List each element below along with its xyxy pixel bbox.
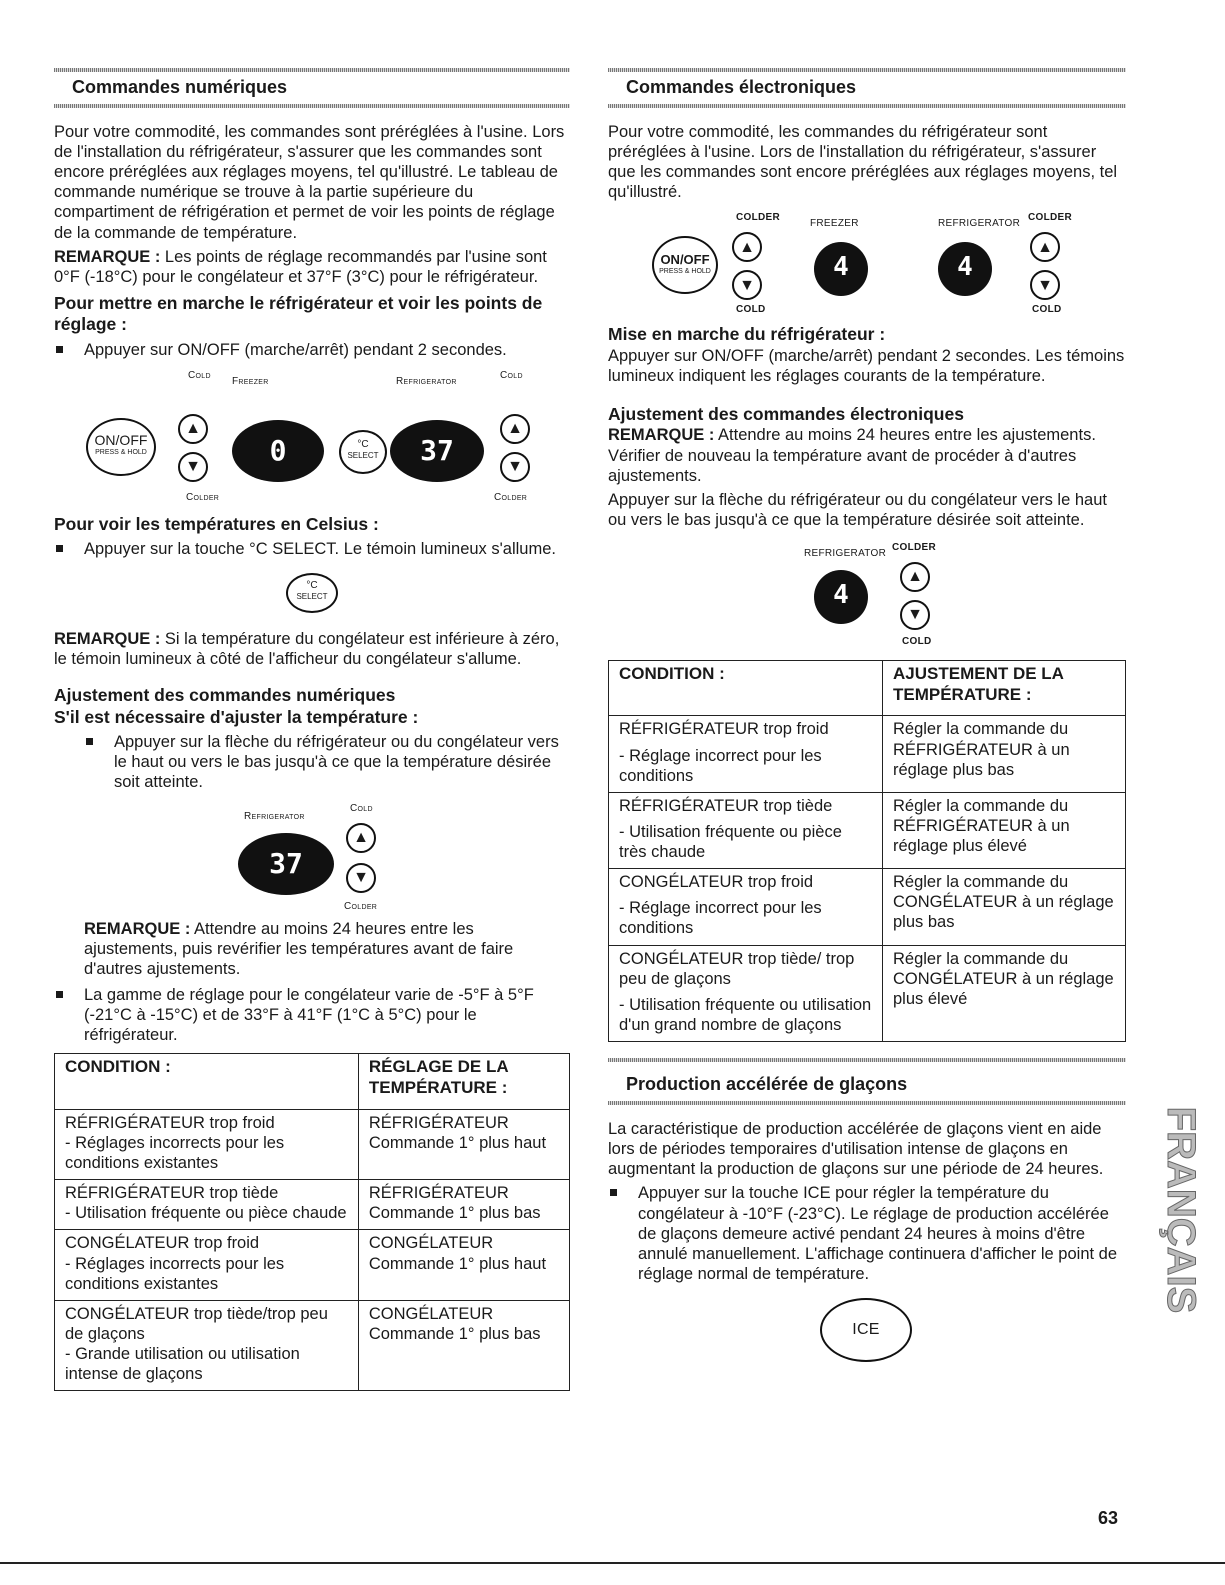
table-header-row	[609, 661, 1126, 716]
electronic-control-panel	[608, 206, 1126, 318]
adjust-paragraph: Appuyer sur la flèche du réfrigérateur ou du congélateur vers le haut ou vers le bas jusqu'à ce que la température désirée soit atteinte.	[608, 490, 1107, 529]
refrigerator-label: REFRIGERATOR	[804, 548, 887, 560]
on-off-button[interactable]	[86, 418, 156, 476]
freezer-value: 0	[269, 433, 287, 467]
condition-text: RÉFRIGÉRATEUR trop froid	[619, 720, 829, 739]
ice-button[interactable]	[820, 1298, 912, 1362]
refrigerator-label: Refrigerator	[396, 375, 457, 387]
divider	[608, 1101, 1126, 1105]
celsius-bullet: Appuyer sur la touche °C SELECT. Le témoin lumineux s'allume.	[54, 539, 570, 559]
refrigerator-label: REFRIGERATOR	[938, 218, 1021, 230]
note-label: REMARQUE :	[54, 630, 161, 649]
section-title: Production accélérée de glaçons	[626, 1074, 908, 1095]
colder-label: COLDER	[1028, 212, 1073, 224]
start-heading: Mise en marche du réfrigérateur :	[608, 324, 886, 345]
bottom-rule	[0, 1562, 1225, 1564]
freezer-down-arrow-icon[interactable]: ▼	[732, 270, 762, 300]
celsius-heading: Pour voir les températures en Celsius :	[54, 513, 379, 534]
condition-text: RÉFRIGÉRATEUR trop tiède	[619, 796, 833, 815]
table-row	[55, 1300, 570, 1391]
cause-text: - Réglage incorrect pour les conditions	[619, 899, 822, 938]
ice-bullet: Appuyer sur la touche ICE pour régler la température du congélateur à -10°F (-23°C). Le réglage de production accélérée de glaçons demeure activé pendant 24 heures à moins d'être annulé manuellement. L'affichage continuera d'afficher le point de réglage normal de température.	[608, 1183, 1126, 1284]
table-cell	[55, 1230, 359, 1300]
table-cell	[609, 716, 883, 792]
cold-label: COLD	[1032, 304, 1062, 316]
setting-text: Commande 1° plus haut	[368, 1254, 547, 1273]
table-cell	[609, 945, 883, 1042]
freezer-down-arrow-icon[interactable]: ▼	[178, 452, 208, 482]
select-label: SELECT	[296, 592, 328, 602]
section-header	[608, 1058, 1126, 1105]
freezer-label: FREEZER	[810, 218, 859, 230]
freezer-value: 4	[833, 252, 849, 283]
adjust-bullet: Appuyer sur la flèche du réfrigérateur ou du congélateur vers le haut ou vers le bas jusqu'à ce que la température désirée soit atteinte.	[84, 732, 570, 792]
francais-side-tab	[1148, 1078, 1203, 1343]
table-cell	[358, 1230, 569, 1300]
setting-text: RÉFRIGÉRATEUR	[368, 1184, 509, 1203]
note-paragraph	[608, 425, 1126, 485]
note-text: Si la température du congélateur est inférieure à zéro, le témoin lumineux à côté de l'afficheur du congélateur s'allume.	[54, 630, 560, 669]
section-title: Commandes électroniques	[626, 77, 857, 97]
table-header: AJUSTEMENT DE LA TEMPÉRATURE :	[883, 661, 1126, 716]
ice-label: ICE	[852, 1321, 880, 1339]
table-header: RÉGLAGE DE LA TEMPÉRATURE :	[358, 1054, 569, 1109]
note-text: Attendre au moins 24 heures entre les ajustements, puis revérifier les températures avant de faire d'autres ajustements.	[84, 919, 514, 978]
side-tab-label: FRANÇAIS	[1159, 1106, 1203, 1314]
cold-label: COLD	[736, 304, 766, 316]
table-cell: Régler la commande du RÉFRIGÉRATEUR à un réglage plus bas	[883, 716, 1126, 792]
table-row	[609, 792, 1126, 868]
table-cell	[358, 1180, 569, 1230]
note-label: REMARQUE :	[84, 919, 191, 938]
c-select-button[interactable]	[286, 573, 338, 613]
intro-paragraph: Pour votre commodité, les commandes du réfrigérateur sont préréglées à l'usine. Lors de l'installation du réfrigérateur, s'assurer que les commandes sont encore préréglées aux réglages moyens, tel qu'illustré.	[608, 122, 1118, 202]
table-cell: Régler la commande du CONGÉLATEUR à un réglage plus bas	[883, 869, 1126, 945]
divider	[608, 104, 1126, 108]
section-header	[608, 68, 1126, 108]
table-cell: Régler la commande du CONGÉLATEUR à un réglage plus élevé	[883, 945, 1126, 1042]
down-arrow-icon[interactable]: ▼	[346, 863, 376, 893]
refrigerator-value: 4	[833, 580, 849, 611]
section-title: Commandes numériques	[72, 77, 288, 97]
select-label: SELECT	[347, 450, 379, 460]
up-arrow-icon[interactable]: ▲	[346, 823, 376, 853]
freezer-display	[232, 420, 324, 482]
refrigerator-display	[938, 242, 992, 296]
table-cell	[609, 792, 883, 868]
c-select-button[interactable]	[339, 430, 387, 474]
adjustment-table	[608, 660, 1126, 1042]
press-hold-label: PRESS & HOLD	[659, 268, 711, 276]
refrigerator-down-arrow-icon[interactable]: ▼	[500, 452, 530, 482]
table-cell	[55, 1300, 359, 1391]
start-heading: Pour mettre en marche le réfrigérateur et voir les points de réglage :	[54, 292, 543, 335]
refrigerator-control-panel	[608, 534, 1126, 652]
refrigerator-up-arrow-icon[interactable]: ▲	[500, 414, 530, 444]
cold-label: Cold	[188, 369, 211, 381]
freezer-label: Freezer	[232, 375, 269, 387]
table-cell	[55, 1180, 359, 1230]
indented-block	[54, 732, 570, 792]
refrigerator-down-arrow-icon[interactable]: ▼	[1030, 270, 1060, 300]
cause-text: - Réglages incorrects pour les conditions existantes	[65, 1133, 285, 1173]
section-header	[54, 68, 570, 108]
note-paragraph	[54, 247, 570, 287]
adjust-subheading: S'il est nécessaire d'ajuster la température :	[54, 706, 419, 727]
cause-text: - Utilisation fréquente ou pièce très chaude	[619, 822, 842, 862]
divider	[54, 104, 570, 108]
colder-label: COLDER	[736, 212, 781, 224]
page-number: 63	[1098, 1508, 1119, 1528]
up-arrow-icon[interactable]: ▲	[900, 562, 930, 592]
cold-label: Cold	[500, 369, 523, 381]
note-paragraph	[54, 629, 570, 669]
note-label: REMARQUE :	[54, 247, 161, 266]
note-label: REMARQUE :	[608, 426, 715, 445]
table-row	[609, 716, 1126, 792]
ice-illustration	[608, 1288, 1126, 1368]
refrigerator-up-arrow-icon[interactable]: ▲	[1030, 232, 1060, 262]
table-cell: Régler la commande du RÉFRIGÉRATEUR à un réglage plus élevé	[883, 792, 1126, 868]
table-cell	[358, 1109, 569, 1179]
refrigerator-label: Refrigerator	[244, 810, 305, 822]
temperature-table	[54, 1053, 570, 1391]
left-column	[54, 68, 570, 1391]
setting-text: RÉFRIGÉRATEUR	[368, 1113, 509, 1132]
c-label: °C	[306, 580, 318, 592]
cause-text: - Grande utilisation ou utilisation intense de glaçons	[65, 1345, 300, 1384]
note-paragraph	[84, 919, 570, 979]
table-row	[55, 1180, 570, 1230]
on-off-label: ON/OFF	[94, 431, 148, 448]
table-header-row	[55, 1054, 570, 1109]
refrigerator-value: 37	[420, 433, 454, 467]
colder-label: COLDER	[892, 542, 937, 554]
c-label: °C	[357, 438, 369, 450]
ice-intro-paragraph: La caractéristique de production accélérée de glaçons vient en aide lors de périodes temporaires d'utilisation intense de glaçons en augmentant la production de glaçons sur une période de 24 heures.	[608, 1120, 1104, 1179]
table-cell	[358, 1300, 569, 1391]
right-column	[608, 68, 1126, 1368]
condition-text: CONGÉLATEUR trop tiède/trop peu de glaçons	[65, 1304, 328, 1343]
press-hold-label: PRESS & HOLD	[95, 448, 147, 456]
freezer-display	[814, 242, 868, 296]
refrigerator-value: 37	[269, 846, 303, 880]
setting-text: CONGÉLATEUR	[368, 1234, 494, 1253]
table-row	[55, 1109, 570, 1179]
condition-text: RÉFRIGÉRATEUR trop tiède	[65, 1184, 279, 1203]
condition-text: CONGÉLATEUR trop tiède/ trop peu de glaçons	[619, 949, 855, 988]
down-arrow-icon[interactable]: ▼	[900, 600, 930, 630]
adjust-heading: Ajustement des commandes électroniques	[608, 404, 964, 425]
freezer-up-arrow-icon[interactable]: ▲	[178, 414, 208, 444]
intro-paragraph: Pour votre commodité, les commandes sont préréglées à l'usine. Lors de l'installation du réfrigérateur, s'assurer que les commandes sont encore préréglées aux réglages moyens, tel qu'illustré. Le tableau de commande numérique se trouve à la partie supérieure du compartiment de réfrigération et permet de voir les points de réglage de la commande de température.	[54, 122, 565, 242]
table-row	[609, 945, 1126, 1042]
cold-label: COLD	[902, 636, 932, 648]
on-off-button[interactable]	[652, 236, 718, 294]
cause-text: - Utilisation fréquente ou pièce chaude	[65, 1204, 347, 1223]
refrigerator-display	[390, 420, 484, 482]
table-cell	[609, 869, 883, 945]
setting-text: Commande 1° plus bas	[368, 1204, 541, 1223]
note-text: Les points de réglage recommandés par l'usine sont 0°F (-18°C) pour le congélateur et 37°F (3°C) pour le réfrigérateur.	[54, 247, 547, 286]
table-header: CONDITION :	[609, 661, 883, 716]
start-bullet: Appuyer sur ON/OFF (marche/arrêt) pendant 2 secondes.	[54, 340, 570, 360]
refrigerator-display	[238, 833, 334, 895]
start-paragraph: Appuyer sur ON/OFF (marche/arrêt) pendant 2 secondes. Les témoins lumineux indiquent les réglages courants de la température.	[608, 346, 1125, 385]
condition-text: CONGÉLATEUR trop froid	[619, 873, 814, 892]
on-off-label: ON/OFF	[660, 252, 710, 268]
cause-text: - Utilisation fréquente ou utilisation d'un grand nombre de glaçons	[619, 995, 872, 1034]
colder-label: Colder	[344, 900, 378, 912]
refrigerator-value: 4	[957, 252, 973, 283]
table-row	[55, 1230, 570, 1300]
note-text: Attendre au moins 24 heures entre les ajustements. Vérifier de nouveau la température avant de procéder à d'autres ajustements.	[608, 426, 1096, 485]
setting-text: Commande 1° plus bas	[368, 1324, 541, 1343]
colder-label: Colder	[186, 491, 220, 503]
indented-block	[54, 919, 570, 979]
cause-text: - Réglage incorrect pour les conditions	[619, 746, 822, 785]
condition-text: CONGÉLATEUR trop froid	[65, 1234, 260, 1253]
refrigerator-display	[814, 570, 868, 624]
cause-text: - Réglages incorrects pour les conditions existantes	[65, 1254, 285, 1293]
adjust-heading: Ajustement des commandes numériques	[54, 685, 396, 706]
digital-control-panel	[54, 364, 570, 506]
cold-label: Cold	[350, 802, 373, 814]
setting-text: CONGÉLATEUR	[368, 1304, 494, 1323]
colder-label: Colder	[494, 491, 528, 503]
table-row	[609, 869, 1126, 945]
setting-text: Commande 1° plus haut	[368, 1133, 547, 1152]
refrigerator-control-panel	[54, 797, 570, 919]
table-header: CONDITION :	[55, 1054, 359, 1109]
c-select-illustration	[54, 563, 570, 623]
freezer-up-arrow-icon[interactable]: ▲	[732, 232, 762, 262]
table-cell	[55, 1109, 359, 1179]
range-bullet: La gamme de réglage pour le congélateur varie de -5°F à 5°F (-21°C à -15°C) et de 33°F à 41°F (1°C à 5°C) pour le réfrigérateur.	[54, 985, 570, 1045]
condition-text: RÉFRIGÉRATEUR trop froid	[65, 1113, 275, 1132]
